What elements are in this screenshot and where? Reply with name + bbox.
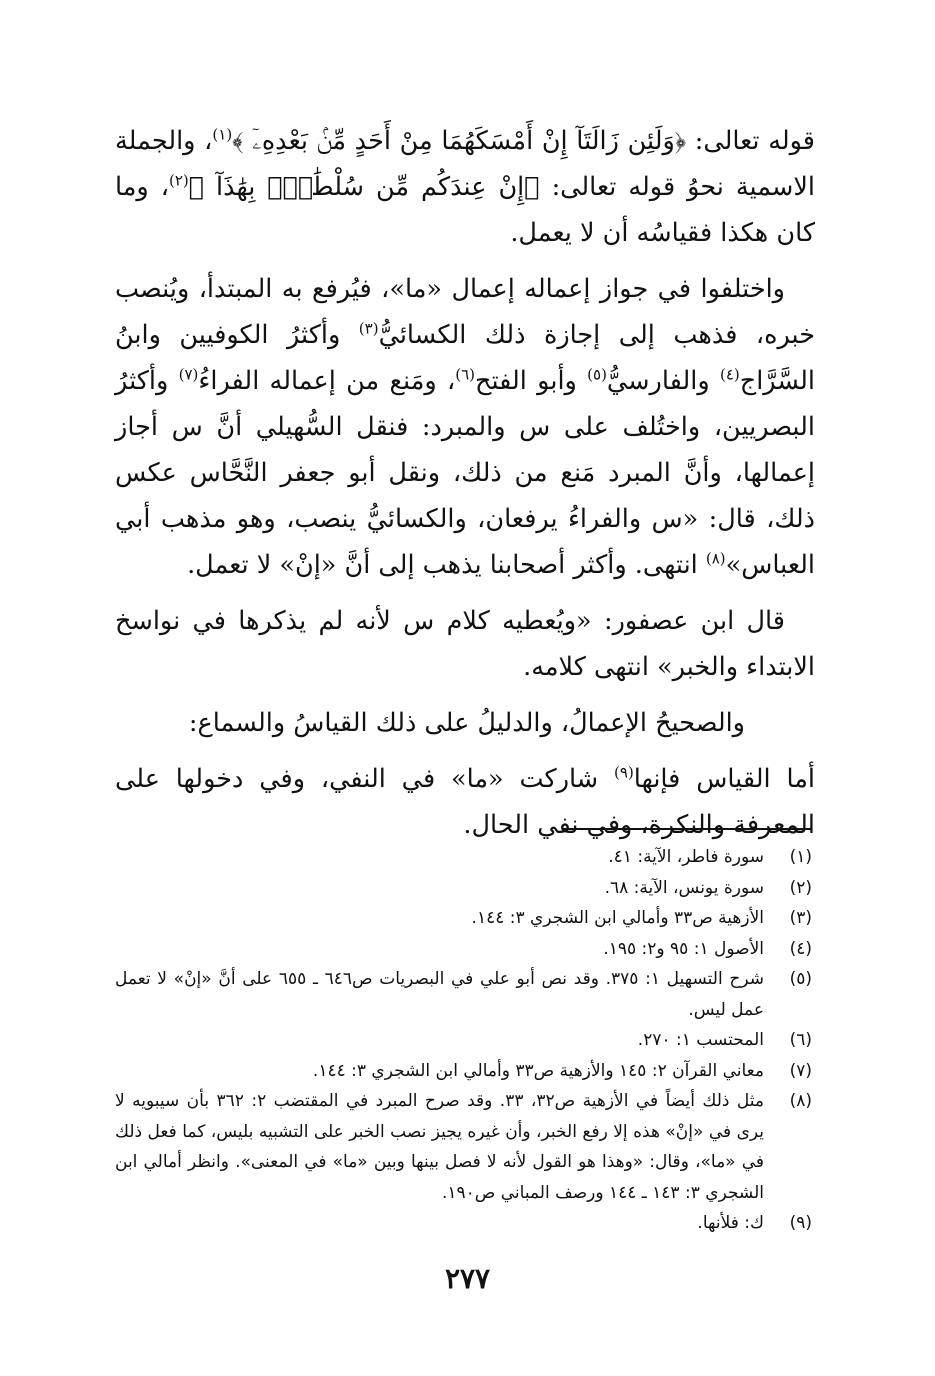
footnote-7 — [115, 1056, 812, 1087]
paragraph-4 — [115, 700, 815, 746]
footnote-ref-4: (٤) — [719, 365, 740, 384]
page-number: ٢٧٧ — [444, 1262, 491, 1295]
text-run: قوله تعالى: ﴿وَلَئِن زَالَتَآ إِنْ أَمْسَكَهُمَا مِنْ أَحَدٍ مِّنۢ بَعْدِهِۦٓ ﴾ — [232, 126, 815, 156]
footnote-3 — [115, 903, 812, 934]
footnote-ref-3: (٣) — [358, 319, 379, 338]
footnote-text: الأصول ١: ٩٥ و٢: ١٩٥. — [603, 938, 764, 959]
text-run: وأكثرُ البصريين، واختُلف على س والمبرد: فنقل السُّهيلي أنَّ س أجاز إعمالها، وأنَّ المبرد مَنع من ذلك، ونقل أبو جعفر النَّحَّاس عكس ذلك، قال: «س والفراءُ يرفعان، والكسائيُّ ينصب، وهو مذهب أبي العباس» — [115, 366, 815, 580]
footnote-ref-7: (٧) — [178, 365, 199, 384]
footnote-9 — [115, 1208, 812, 1239]
text-run: ، وما كان هكذا فقياسُه أن لا يعمل. — [115, 172, 815, 248]
footnote-ref-6: (٦) — [455, 365, 475, 384]
footnote-text: الأزهية ص٣٣ وأمالي ابن الشجري ٣: ١٤٤. — [471, 908, 764, 928]
footnote-ref-2: (٢) — [168, 171, 189, 190]
footnote-text: معاني القرآن ٢: ١٤٥ والأزهية ص٣٣ وأمالي ابن الشجري ٣: ١٤٤. — [312, 1060, 764, 1081]
footnote-ref-1: (١) — [212, 125, 233, 144]
paragraph-1 — [115, 118, 815, 256]
footnote-5 — [115, 964, 812, 1025]
footnotes — [115, 842, 812, 1239]
footnote-4 — [115, 934, 812, 965]
main-text — [115, 118, 815, 858]
footnote-number: (١) — [789, 847, 812, 867]
footnote-text: سورة فاطر، الآية: ٤١. — [608, 847, 764, 867]
footnote-ref-8: (٨) — [705, 549, 726, 568]
footnote-8 — [115, 1086, 812, 1208]
text-run: شاركت «ما» في النفي، وفي دخولها على المعرفة والنكرة، وفي نفي الحال. — [115, 764, 815, 840]
footnote-6 — [115, 1025, 812, 1056]
paragraph-2 — [115, 266, 815, 588]
footnote-text: ك: فلأنها. — [697, 1213, 764, 1233]
text-run: وأكثرُ الكوفيين وابنُ السَّرَّاج — [115, 320, 815, 396]
text-run: وأبو الفتح — [474, 366, 588, 396]
footnote-number: (٨) — [789, 1091, 812, 1111]
footnote-2 — [115, 873, 812, 904]
text-run: والصحيحُ الإعمالُ، والدليلُ على ذلك القياسُ والسماع: — [188, 708, 745, 738]
footnote-text: سورة يونس، الآية: ٦٨. — [604, 877, 764, 898]
footnote-number: (٥) — [789, 969, 812, 989]
footnote-separator — [562, 828, 812, 830]
footnote-number: (٤) — [789, 938, 812, 959]
footnote-number: (٦) — [789, 1030, 812, 1050]
footnote-number: (٢) — [789, 877, 812, 898]
paragraph-5 — [115, 756, 815, 848]
text-run: انتهى. وأكثر أصحابنا يذهب إلى أنَّ «إنْ» لا تعمل. — [187, 550, 706, 580]
text-run: قال ابن عصفور: «ويُعطيه كلام س لأنه لم يذكرها في نواسخ الابتداء والخبر» انتهى كلامه. — [115, 606, 815, 682]
text-run: أما القياس فإنها — [633, 764, 815, 794]
footnote-text: المحتسب ١: ٢٧٠. — [637, 1030, 764, 1050]
footnote-ref-9: (٩) — [614, 763, 634, 782]
text-run: ، ومَنع من إعماله الفراءُ — [198, 366, 456, 396]
text-run: ، والجملة الاسمية نحوُ قوله تعالى: ﴿إِنْ عِندَكُم مِّن سُلْطَٰنٍۭ بِهَٰذَآ ﴾ — [115, 126, 815, 202]
footnote-text: شرح التسهيل ١: ٣٧٥. وقد نص أبو علي في البصريات ص٦٤٦ ـ ٦٥٥ على أنَّ «إنْ» لا تعمل عمل ليس. — [115, 969, 764, 1020]
text-run: واختلفوا في جواز إعماله إعمال «ما»، فيُرفع به المبتدأ، ويُنصب خبره، فذهب إلى إجازة ذلك الكسائيُّ — [115, 274, 815, 350]
footnote-number: (٧) — [789, 1060, 812, 1081]
footnote-ref-5: (٥) — [587, 365, 607, 384]
footnote-1 — [115, 842, 812, 873]
paragraph-3 — [115, 598, 815, 690]
text-run: والفارسيُّ — [606, 366, 720, 396]
footnote-text: مثل ذلك أيضاً في الأزهية ص٣٢، ٣٣. وقد صرح المبرد في المقتضب ٢: ٣٦٢ بأن سيبويه لا يرى في «إنْ» هذه إلا رفع الخبر، وأن غيره يجيز نصب الخبر على التشبيه بليس، كما فعل ذلك في «ما»، وقال: «وهذا هو القول لأنه لا فصل بينها وبين «ما» في المعنى». وانظر أمالي ابن الشجري ٣: ١٤٣ ـ ١٤٤ ورصف المباني ص١٩٠. — [115, 1091, 764, 1203]
footnote-number: (٣) — [789, 908, 812, 928]
footnote-number: (٩) — [789, 1213, 812, 1233]
